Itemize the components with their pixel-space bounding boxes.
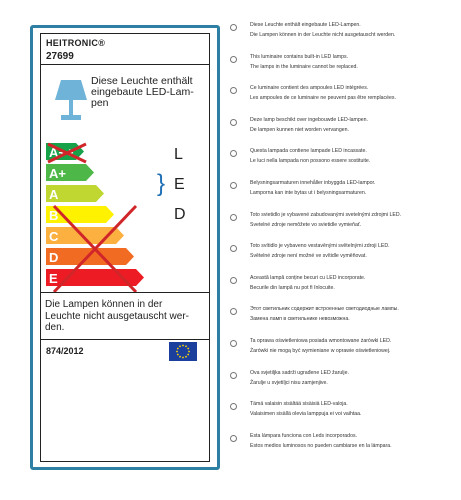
- translation-row: [230, 85, 455, 112]
- language-icon: [230, 119, 237, 126]
- language-icon: [230, 308, 237, 315]
- translation-line-1: Ce luminaire contient des ampoules LED intégrées.: [250, 85, 369, 92]
- energy-class-letter: A++: [49, 145, 74, 160]
- translation-line-2: Le luci nella lampada non possono essere sostituite.: [250, 158, 371, 165]
- regulation-number: 874/2012: [46, 346, 84, 356]
- energy-class-arrow: [46, 164, 94, 181]
- language-icon: [230, 24, 237, 31]
- translation-line-2: Замена ламп в светильнике невозможна.: [250, 316, 350, 323]
- led-indicator: [154, 146, 204, 246]
- led-letter-l: L: [174, 146, 183, 163]
- translation-line-2: Les ampoules de ce luminaire ne peuvent pas être remplacées.: [250, 95, 396, 102]
- translation-line-1: Diese Leuchte enthält eingebaute LED-Lampen.: [250, 22, 361, 28]
- translation-line-1: Этот светильник содержит встроенные светодиодные лампы.: [250, 306, 399, 313]
- translation-line-1: Toto svítidlo je vybaveno vestavěnými světelnými zdroji LED.: [250, 243, 390, 250]
- translation-row: [230, 212, 455, 239]
- translation-row: [230, 117, 455, 144]
- energy-class-letter: C: [49, 229, 59, 244]
- translation-line-2: Lamporna kan inte bytas ut i belysningsarmaturen.: [250, 190, 367, 196]
- translation-line-1: Deze lamp beschikt over ingebouwde LED-lampen.: [250, 116, 368, 123]
- translation-row: [230, 275, 455, 302]
- language-icon: [230, 56, 237, 63]
- translation-line-2: Svetelné zdroje nemôžete vo svietidle vymieňať.: [250, 221, 362, 228]
- translation-line-2: Žarulje u svjetiljci nisu zamjenjive.: [250, 379, 328, 386]
- language-icon: [230, 214, 237, 221]
- translation-line-2: The lamps in the luminaire cannot be replaced.: [250, 63, 358, 70]
- energy-class-letter: A: [49, 187, 59, 202]
- language-icon: [230, 182, 237, 189]
- divider: [41, 292, 209, 293]
- translation-row: [230, 243, 455, 270]
- energy-class-letter: E: [49, 271, 58, 286]
- brace-icon: }: [157, 170, 166, 197]
- energy-class-arrow: [46, 248, 134, 265]
- translation-row: [230, 433, 455, 460]
- translation-line-1: Ta oprawa oświetleniowa posiada wmontowane żarówki LED.: [250, 338, 392, 344]
- translation-row: [230, 401, 455, 428]
- translation-line-1: Ova svjetiljka sadrži ugrađene LED žarulje.: [250, 369, 349, 376]
- translation-row: [230, 370, 455, 397]
- translation-line-2: Světelné zdroje není možné ve svítidle vyměňovat.: [250, 253, 367, 260]
- translation-line-1: This luminaire contains built-in LED lamps.: [250, 53, 349, 60]
- translation-line-1: Belysningsarmaturen innehåller inbyggda LED-lampor.: [250, 180, 376, 186]
- contains-led-text: Diese Leuchte enthält eingebaute LED-Lam- pen: [91, 75, 194, 109]
- translation-line-1: Esta lámpara funciona con Leds incorporados.: [250, 432, 357, 439]
- translation-row: [230, 54, 455, 81]
- divider: [41, 64, 209, 65]
- translation-line-1: Questa lampada contiene lampade LED incassate.: [250, 148, 367, 155]
- translation-line-2: Becurile din lampă nu pot fi înlocuite.: [250, 284, 335, 291]
- energy-class-arrow: [46, 185, 104, 202]
- energy-class-scale: [44, 142, 154, 302]
- energy-class-letter: B: [49, 208, 59, 223]
- energy-label-inner: [40, 33, 210, 462]
- language-icon: [230, 150, 237, 157]
- language-icon: [230, 403, 237, 410]
- brand-name: HEITRONIC®: [46, 38, 106, 48]
- language-icon: [230, 245, 237, 252]
- translation-line-2: Valaisimen sisällä olevia lamppuja ei voi vaihtaa.: [250, 411, 362, 418]
- translation-line-2: Die Lampen können in der Leuchte nicht ausgetauscht werden.: [250, 32, 396, 38]
- cannot-replace-text: Die Lampen können in der Leuchte nicht ausgetauscht wer- den.: [45, 299, 189, 333]
- translation-row: [230, 306, 455, 333]
- led-letter-e: E: [174, 176, 185, 193]
- eu-flag-icon: [169, 342, 197, 361]
- translation-line-1: Această lampă conține becuri cu LED incorporate.: [250, 274, 366, 281]
- model-number: 27699: [46, 51, 74, 62]
- language-icon: [230, 372, 237, 379]
- language-icon: [230, 87, 237, 94]
- translation-line-1: Tämä valaisin sisältää sisäisiä LED-valoja.: [250, 401, 348, 408]
- table-lamp-icon: [53, 78, 89, 122]
- translation-line-2: Żarówki nie mogą być wymieniane w oprawie oświetleniowej.: [250, 348, 391, 354]
- energy-class-letter: A+: [49, 166, 66, 181]
- energy-label: [30, 25, 220, 470]
- translation-line-2: Estos medios luminosos no pueden cambiarse en la lámpara.: [250, 442, 392, 449]
- translation-line-2: De lampen kunnen niet worden vervangen.: [250, 126, 349, 133]
- translation-row: [230, 22, 455, 49]
- divider: [41, 339, 209, 340]
- energy-class-letter: D: [49, 250, 59, 265]
- language-icon: [230, 435, 237, 442]
- translation-row: [230, 338, 455, 365]
- language-icon: [230, 340, 237, 347]
- translation-line-1: Toto svietidlo je vybavené zabudovanými svetelnými zdrojmi LED.: [250, 211, 402, 218]
- language-icon: [230, 277, 237, 284]
- led-letter-d: D: [174, 206, 186, 223]
- translation-row: [230, 180, 455, 207]
- translation-row: [230, 148, 455, 175]
